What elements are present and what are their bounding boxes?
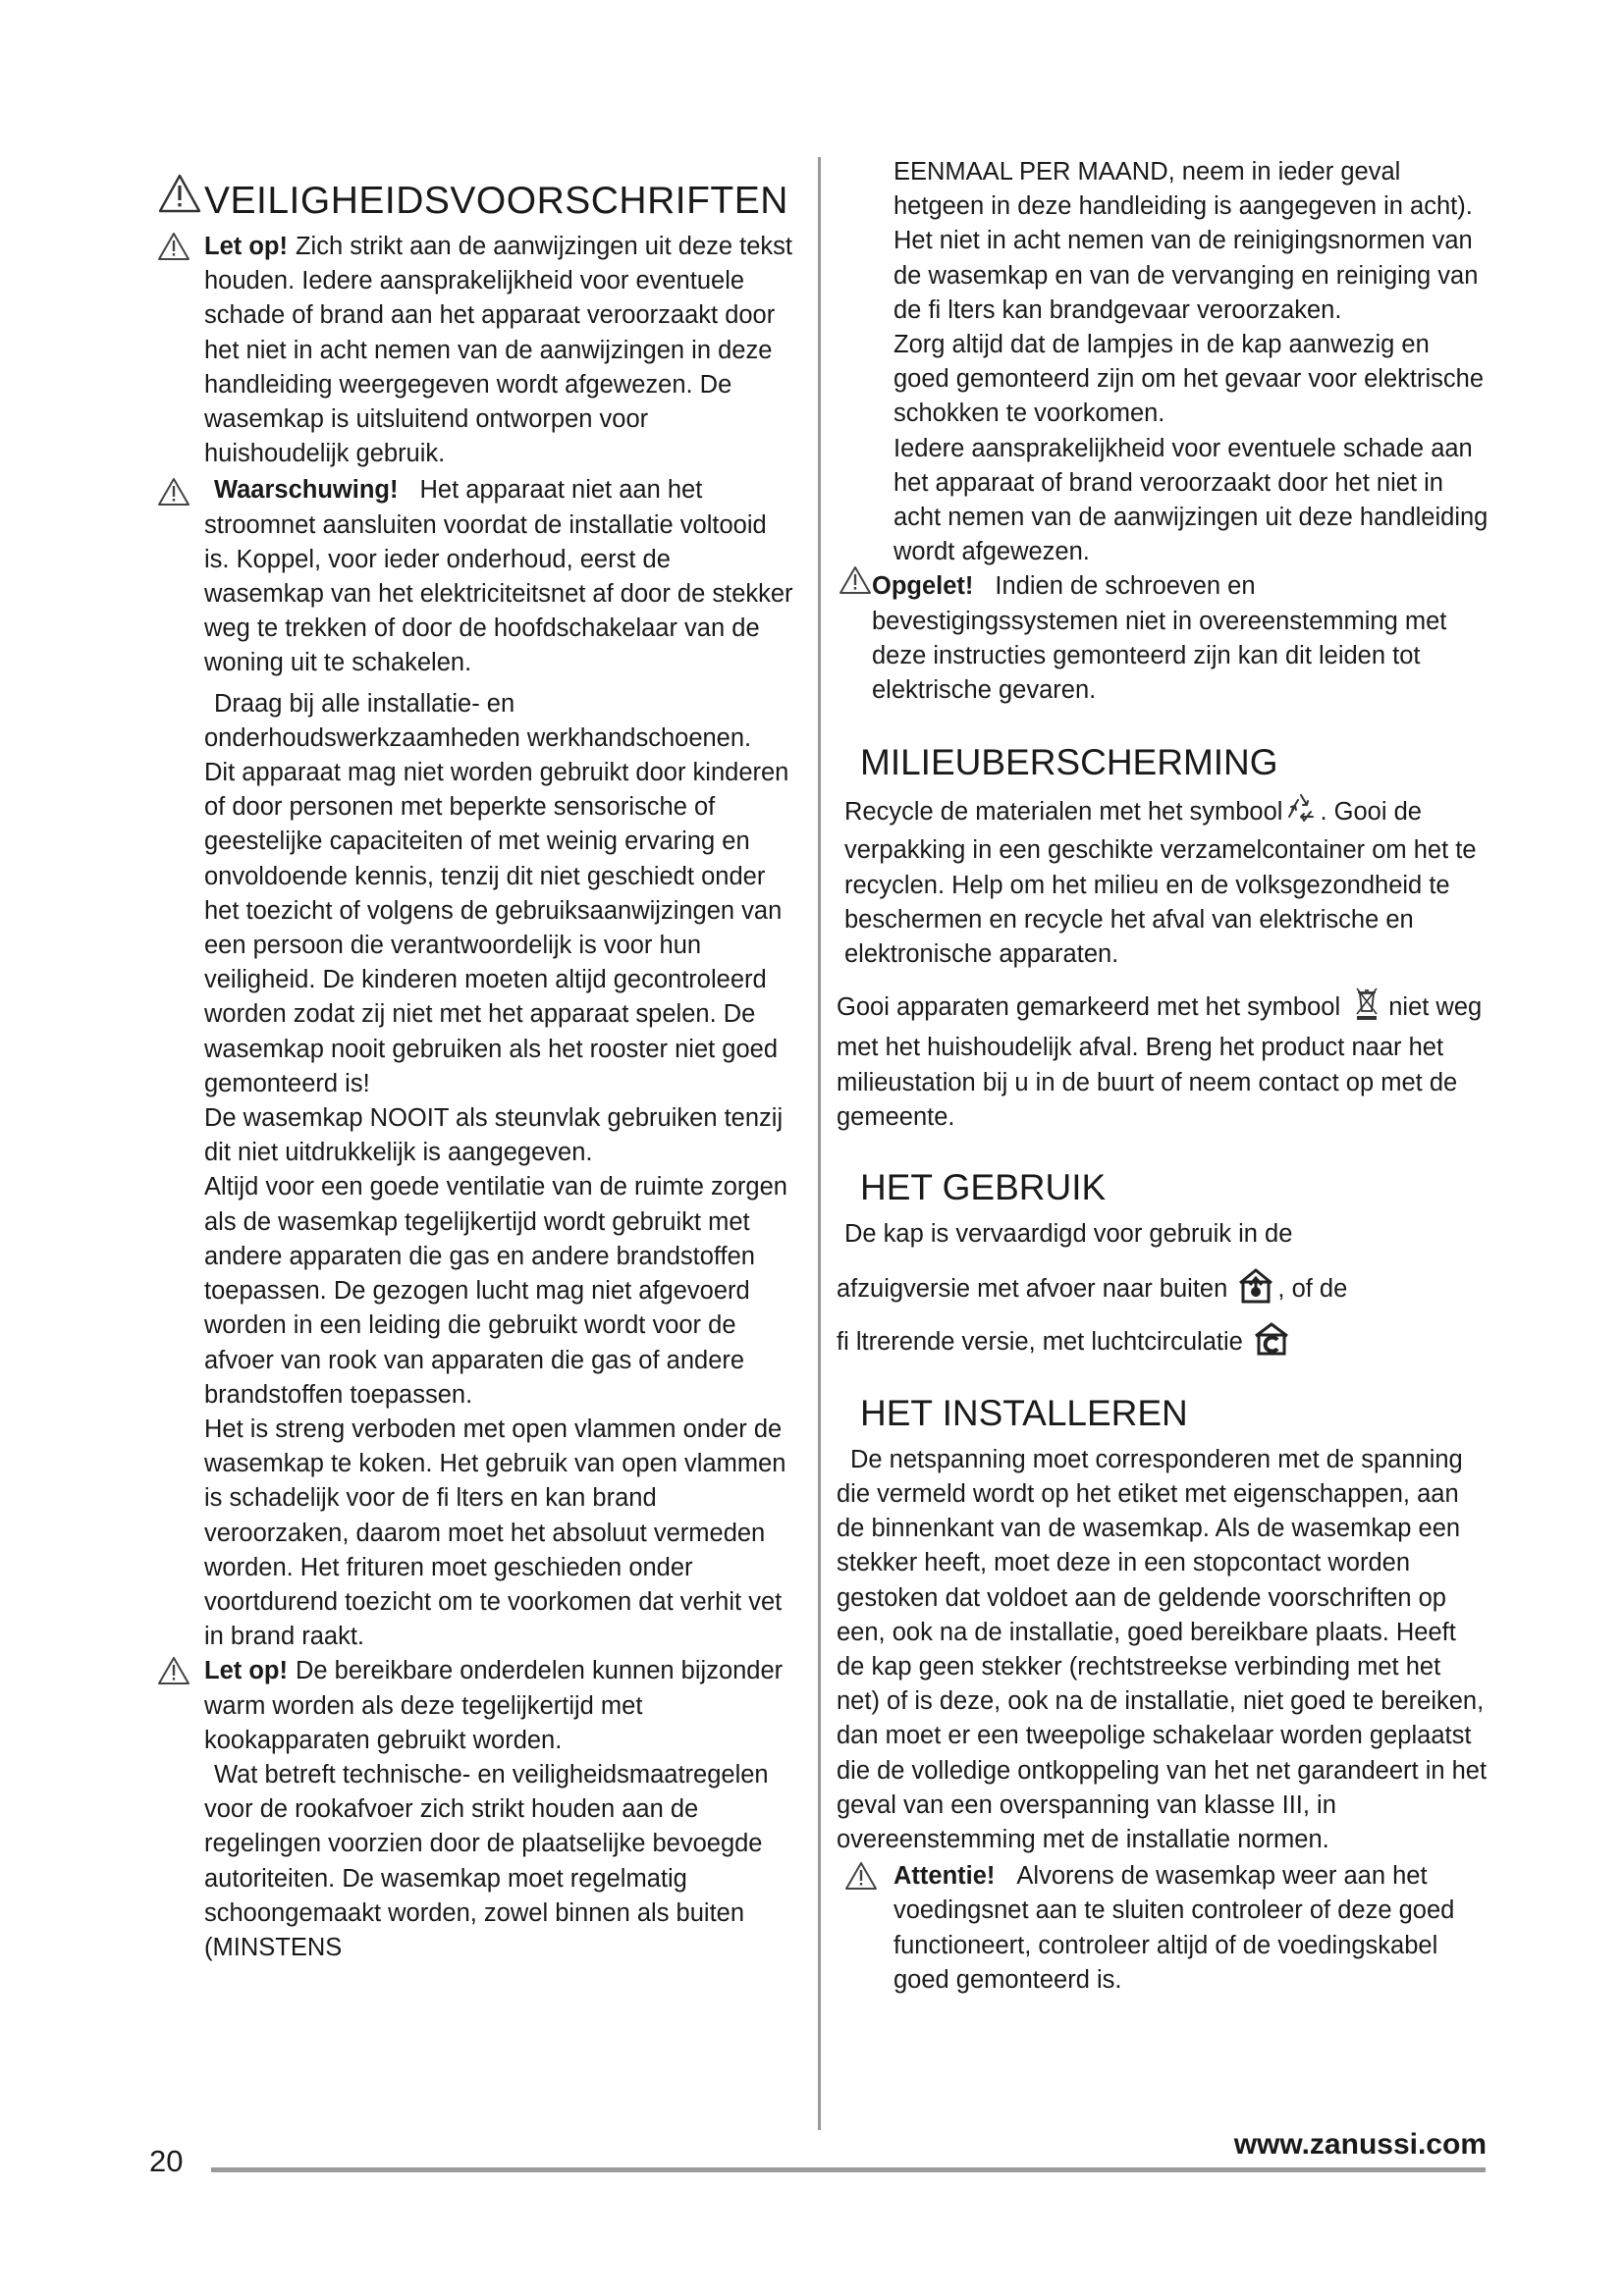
note-body: Zich strikt aan de aanwijzingen uit deze tekst houden. Iedere aansprakelijkheid voor eventuele schade of brand aan het apparaat veroorzaakt door het niet in acht nemen van de aanwijzingen in deze handleiding weergegeven wordt afgewezen. De wasemkap is uitsluitend ontworpen voor huishoudelijk gebruik. <box>204 233 792 468</box>
caution-lead: Opgelet! <box>872 572 974 601</box>
env-text-b: . Gooi de verpakking in een geschikte verzamelcontainer om het te recyclen. Help om het milieu en de volksgezondheid te beschermen en recycle het afval van elektrische en elektronische apparaten. <box>844 798 1477 969</box>
paragraph-cleaning-continued: EENMAAL PER MAAND, neem in ieder geval hetgeen in deze handleiding is aangegeven in acht). Het niet in acht nemen van de reinigingsnormen van de wasemkap en van de vervanging en reiniging van de fi lters kan brandgevaar veroorzaken. <box>893 158 1479 324</box>
use-text-c: fi ltrerende versie, met luchtcirculatie <box>837 1328 1243 1357</box>
column-divider <box>818 157 821 2130</box>
right-column <box>837 155 1489 1998</box>
note-lead: Let op! <box>204 1657 288 1685</box>
recycle-icon <box>1284 792 1318 833</box>
note-body: De bereikbare onderdelen kunnen bijzonder warm worden als deze tegelijkertijd met kookapparaten gebruikt worden. <box>204 1657 784 1754</box>
note-lead: Let op! <box>204 233 288 260</box>
attention-lead: Attentie! <box>893 1862 996 1891</box>
warning-triangle-icon <box>839 565 872 595</box>
paragraph-liability: Iedere aansprakelijkheid voor eventuele schade aan het apparaat of brand veroorzaakt door het niet in acht nemen van de aanwijzingen uit deze handleiding wordt afgewezen. <box>893 434 1489 566</box>
use-section <box>837 1217 1489 1366</box>
install-title: HET INSTALLEREN <box>860 1392 1188 1433</box>
env-text-d: niet weg met het huishoudelijk afval. Breng het product naar het milieustation bij u in de buurt of neem contact op met de gemeente. <box>837 993 1483 1131</box>
paragraph-ventilation: Altijd voor een goede ventilatie van de ruimte zorgen als de wasemkap tegelijkertijd wordt gebruikt met andere apparaten die gas en andere brandstoffen toepassen. De gezogen lucht mag niet afgevoerd worden in een leiding die gebruikt wordt voor de afvoer van rook van apparaten die gas of andere brandstoffen toepassen. <box>204 1173 787 1409</box>
caution-block <box>837 569 1489 708</box>
warning-lead: Waarschuwing! <box>214 476 399 505</box>
weee-bin-icon <box>1354 986 1380 1031</box>
use-title: HET GEBRUIK <box>860 1167 1107 1208</box>
footer-rule <box>211 2167 1486 2172</box>
use-text-a: afzuigversie met afvoer naar buiten <box>837 1275 1228 1304</box>
warning-triangle-icon <box>844 1861 878 1891</box>
attention-text <box>893 1859 1489 1998</box>
paragraph-technical: Wat betreft technische- en veiligheidsmaatregelen voor de rookafvoer zich strikt houden aan de regelingen voorzien door de plaatselijke bevoegde autoriteiten. De wasemkap moet regelmatig schoongemaakt worden, zowel binnen als buiten (MINSTENS <box>204 1760 769 1961</box>
warning-text <box>204 473 795 680</box>
install-paragraph: De netspanning moet corresponderen met de spanning die vermeld wordt op het etiket met eigenschappen, aan de binnenkant van de wasemkap. Als de wasemkap een stekker heeft, moet deze in een stopcontact worden gestoken dat voldoet aan de geldende voorschriften op een, ook na de installatie, goed bereikbare plaats. Heeft de kap geen stekker (rechtstreekse verbinding met het net) of is deze, ook na de installatie, niet goed te bereiken, dan moet er een tweepolige schakelaar worden geplaatst die de volledige ontkoppeling van het net garandeert in het geval van een overspanning van klasse III, in overeenstemming met de installatie normen. <box>837 1445 1488 1853</box>
environment-paragraph-2 <box>837 986 1489 1135</box>
warning-body: Het apparaat niet aan het stroomnet aansluiten voordat de installatie voltooid is. Koppel, voor ieder onderhoud, eerst de wasemkap van het elektriciteitsnet af door de stekker weg te trekken of door de hoofdschakelaar van de woning uit te schakelen. <box>204 476 793 677</box>
use-line-2 <box>837 1265 1489 1314</box>
note-let-op-2 <box>157 1654 795 1758</box>
safety-title <box>157 179 795 224</box>
page-number: 20 <box>149 2144 184 2178</box>
env-text-a: Recycle de materialen met het symbool <box>844 798 1283 827</box>
footer-url: www.zanussi.com <box>1233 2128 1487 2161</box>
safety-title-text: VEILIGHEIDSVOORSCHRIFTEN <box>204 180 788 222</box>
warning-triangle-icon <box>157 173 202 214</box>
paragraph-lamps: Zorg altijd dat de lampjes in de kap aanwezig en goed gemonteerd zijn om het gevaar voor elektrische schokken te voorkomen. <box>893 331 1485 428</box>
attention-block <box>837 1859 1489 1998</box>
extraction-house-icon <box>1236 1265 1275 1314</box>
warning-block <box>157 473 795 680</box>
paragraph-surface: De wasemkap NOOIT als steunvlak gebruiken tenzij dit niet uitdrukkelijk is aangegeven. <box>204 1104 784 1167</box>
caution-body: Indien de schroeven en bevestigingssystemen niet in overeenstemming met deze instructies gemonteerd zijn kan dit leiden tot elektrische gevaren. <box>872 572 1447 705</box>
paragraph-children: Dit apparaat mag niet worden gebruikt door kinderen of door personen met beperkte sensorische of geestelijke capaciteiten of met weinig ervaring en onvoldoende kennis, tenzij dit niet geschiedt onder het toezicht of volgens de gebruiksaanwijzingen van een persoon die verantwoordelijk is voor hun veiligheid. De kinderen moeten altijd gecontroleerd worden zodat zij niet met het apparaat spelen. De wasemkap nooit gebruiken als het rooster niet goed gemonteerd is! <box>204 759 789 1097</box>
warning-triangle-icon <box>157 1656 190 1685</box>
environment-paragraph-1 <box>837 792 1489 972</box>
attention-body: Alvorens de wasemkap weer aan het voedingsnet aan te sluiten controleer of deze goed functioneert, controleer altijd of de voedingskabel goed gemonteerd is. <box>893 1862 1455 1994</box>
caution-text <box>872 569 1489 708</box>
env-text-c: Gooi apparaten gemarkeerd met het symbool <box>837 993 1341 1022</box>
environment-title: MILIEUBERSCHERMING <box>860 742 1278 783</box>
note-let-op-1 <box>157 230 795 471</box>
recirculation-house-icon <box>1252 1320 1291 1365</box>
note-let-op-2-text <box>204 1654 795 1758</box>
use-line-1: De kap is vervaardigd voor gebruik in de <box>844 1220 1293 1249</box>
paragraph-flames: Het is streng verboden met open vlammen onder de wasemkap te koken. Het gebruik van open vlammen is schadelijk voor de fi lters en kan brand veroorzaken, daarom moet het absoluut vermeden worden. Het frituren moet geschieden onder voortdurend toezicht om te voorkomen dat verhit vet in brand raakt. <box>204 1415 786 1651</box>
warning-triangle-icon <box>157 232 190 261</box>
left-column <box>157 157 795 1965</box>
warning-triangle-icon <box>157 477 190 507</box>
use-line-3 <box>837 1320 1489 1365</box>
note-let-op-1-text <box>204 230 795 471</box>
paragraph-gloves: Draag bij alle installatie- en onderhoudswerkzaamheden werkhandschoenen. <box>204 689 752 752</box>
use-text-b: , of de <box>1277 1275 1348 1304</box>
